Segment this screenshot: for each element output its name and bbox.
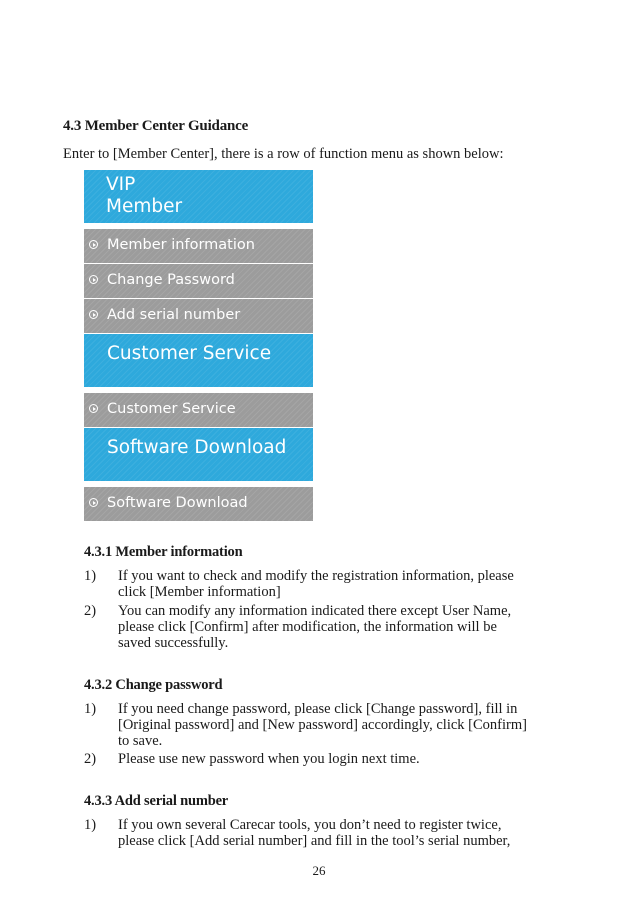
list-number: 1) [84, 817, 97, 833]
text-line: If you need change password, please click [Change password], fill in [118, 701, 518, 717]
text-line: Please use new password when you login next time. [118, 751, 420, 767]
text-line: saved successfully. [118, 635, 229, 651]
circle-arrow-right-icon [89, 310, 98, 319]
section-label: Customer Service [107, 343, 272, 364]
list-text [118, 701, 578, 749]
list-number: 1) [84, 701, 97, 717]
customer-service-header[interactable] [84, 334, 313, 387]
menu-item-change-password[interactable] [84, 264, 313, 298]
menu-item-label: Member information [107, 237, 255, 253]
circle-arrow-right-icon [89, 498, 98, 507]
menu-item-software-download[interactable] [84, 487, 313, 521]
vip-member-banner[interactable] [84, 170, 313, 223]
text-line: If you want to check and modify the registration information, please [118, 568, 514, 584]
circle-arrow-right-icon [89, 240, 98, 249]
list-number: 2) [84, 751, 97, 767]
list-text [118, 817, 578, 849]
menu-item-label: Change Password [107, 272, 235, 288]
text-line: click [Member information] [118, 584, 281, 600]
list-number: 1) [84, 568, 97, 584]
list-item [84, 751, 584, 767]
section-label: Software Download [107, 437, 287, 458]
text-line: [Original password] and [New password] accordingly, click [Confirm] [118, 717, 527, 733]
circle-arrow-right-icon [89, 275, 98, 284]
menu-item-member-information[interactable] [84, 229, 313, 263]
menu-item-label: Software Download [107, 495, 248, 511]
list-number: 2) [84, 603, 97, 619]
software-download-header[interactable] [84, 428, 313, 481]
list-text [118, 603, 578, 651]
text-line: to save. [118, 733, 163, 749]
text-line: If you own several Carecar tools, you don’t need to register twice, [118, 817, 502, 833]
circle-arrow-right-icon [89, 404, 98, 413]
list-item [84, 568, 584, 600]
menu-item-customer-service[interactable] [84, 393, 313, 427]
menu-item-label: Add serial number [107, 307, 241, 323]
menu-item-label: Customer Service [107, 401, 236, 417]
page-number: 26 [312, 863, 326, 878]
text-line: please click [Add serial number] and fill in the tool’s serial number, [118, 833, 511, 849]
list-text [118, 568, 578, 600]
list-text [118, 751, 578, 767]
text-line: please click [Confirm] after modification, the information will be [118, 619, 497, 635]
member-label: Member [106, 196, 183, 217]
list-item [84, 701, 584, 749]
subsection-heading: 4.3.3 Add serial number [84, 793, 229, 809]
list-item [84, 603, 584, 651]
text-line: You can modify any information indicated there except User Name, [118, 603, 512, 619]
intro-paragraph: Enter to [Member Center], there is a row of function menu as shown below: [63, 146, 504, 162]
subsection-heading: 4.3.2 Change password [84, 677, 223, 693]
menu-item-add-serial-number[interactable] [84, 299, 313, 333]
vip-label: VIP [106, 174, 136, 195]
list-item [84, 817, 584, 849]
section-heading: 4.3 Member Center Guidance [63, 118, 249, 134]
subsection-heading: 4.3.1 Member information [84, 544, 243, 560]
